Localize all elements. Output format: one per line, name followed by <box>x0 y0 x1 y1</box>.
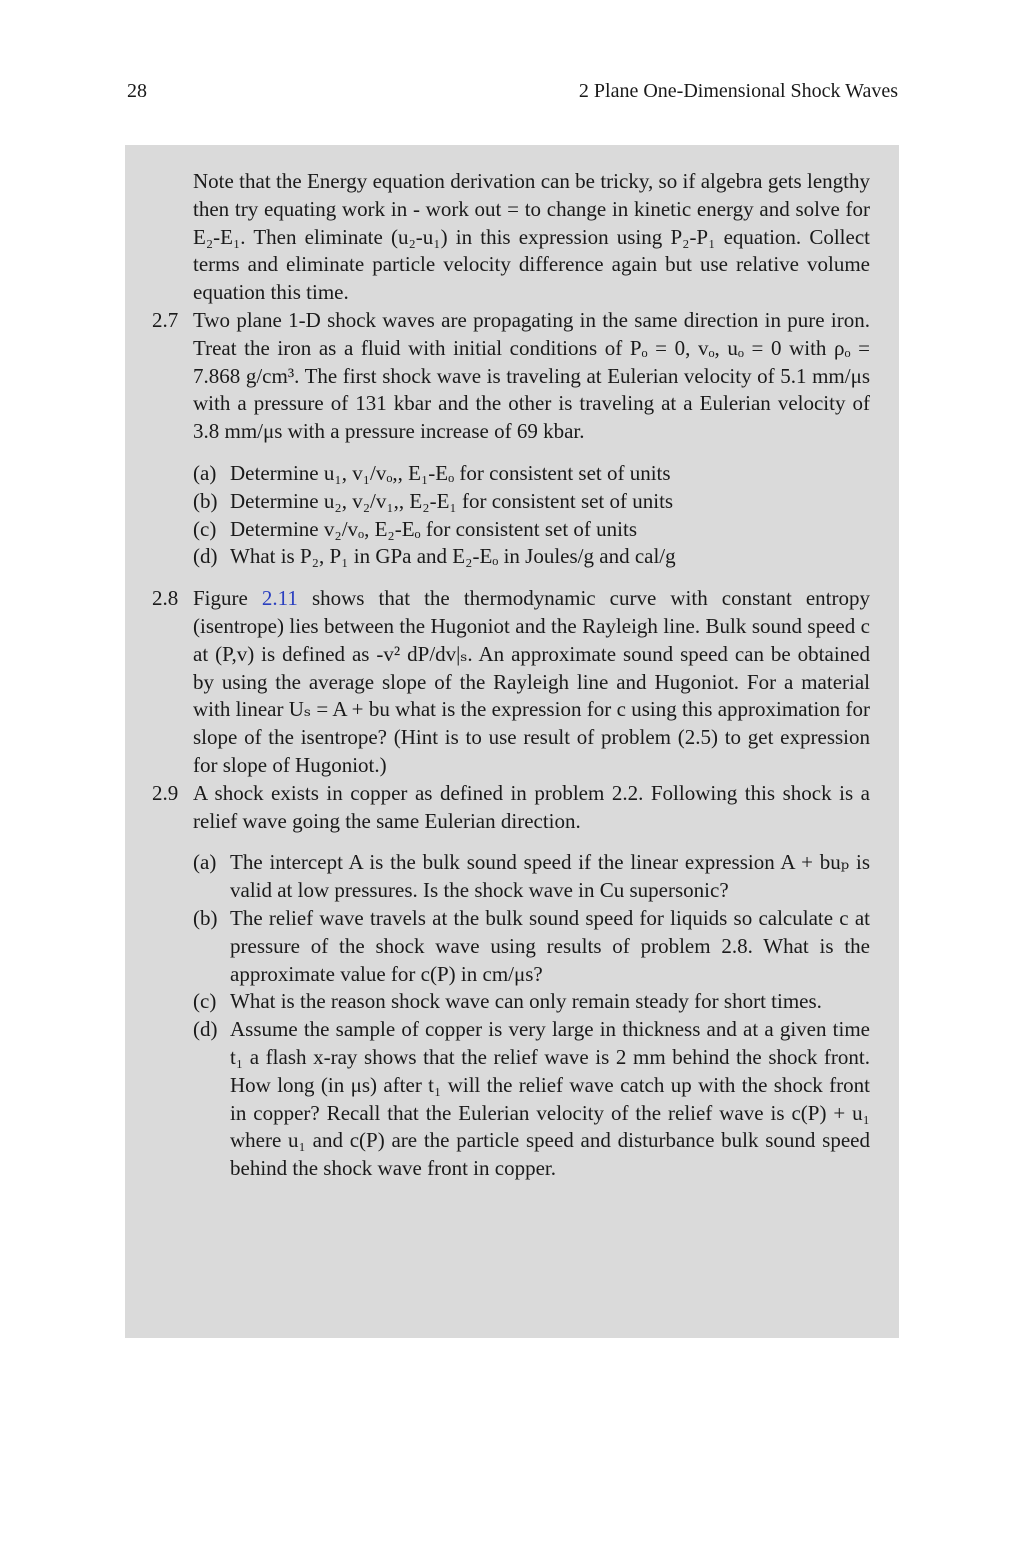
list-item <box>193 488 870 516</box>
problem-2-9-parts <box>193 849 870 1183</box>
problem-number: 2.8 <box>152 586 179 611</box>
figure-link[interactable]: 2.11 <box>261 586 298 611</box>
problem-2-7-parts <box>193 460 870 571</box>
part-text: Assume the sample of copper is very large in thickness and at a given time t₁ a flash x-ray shows that the relief wave is 2 mm behind the shock front. How long (in μs) after t₁ will the relief wave catch up with the shock front in copper? Recall that the Eulerian velocity of the relief wave is c(P) + u₁ where u₁ and c(P) are the particle speed and disturbance bulk sound speed behind the shock wave front in copper. <box>230 1017 870 1181</box>
problem-2-7 <box>152 307 870 446</box>
text-before-link: Figure <box>193 586 262 611</box>
list-item <box>193 988 870 1016</box>
part-label: (c) <box>193 516 217 541</box>
problem-number: 2.9 <box>152 780 179 805</box>
part-text: The intercept A is the bulk sound speed if the linear expression A + buₚ is valid at low pressures. Is the shock wave in Cu supersonic? <box>230 850 870 903</box>
part-text: What is P₂, P₁ in GPa and E₂-Eₒ in Joules/g and cal/g <box>230 544 676 569</box>
part-text: Determine u₂, v₂/v₁,, E₂-E₁ for consistent set of units <box>230 488 674 513</box>
intro-note: Note that the Energy equation derivation can be tricky, so if algebra gets lengthy then try equating work in - work out = to change in kinetic energy and solve for E₂-E₁. Then eliminate (u₂-u₁) in this expression using P₂-P₁ equation. Collect terms and eliminate particle velocity difference again but use relative volume equation this time. <box>193 169 870 305</box>
problem-2-8 <box>152 585 870 780</box>
list-item <box>193 543 870 571</box>
list-item <box>193 905 870 988</box>
list-item <box>193 849 870 905</box>
part-text: Determine v₂/vₒ, E₂-Eₒ for consistent set of units <box>230 516 637 541</box>
part-label: (c) <box>193 989 217 1014</box>
part-label: (d) <box>193 1017 218 1042</box>
part-label: (b) <box>193 488 218 513</box>
part-label: (b) <box>193 905 218 930</box>
problem-text <box>193 585 870 780</box>
problem-text: Two plane 1-D shock waves are propagating in the same direction in pure iron. Treat the iron as a fluid with initial conditions of Pₒ = 0, vₒ, uₒ = 0 with ρₒ = 7.868 g/cm³. The first shock wave is traveling at Eulerian velocity of 5.1 mm/μs with a pressure of 131 kbar and the other is traveling at a Eulerian velocity of 3.8 mm/μs with a pressure increase of 69 kbar. <box>193 307 870 444</box>
part-label: (a) <box>193 850 217 875</box>
part-text: What is the reason shock wave can only remain steady for short times. <box>230 989 822 1014</box>
list-item <box>193 460 870 488</box>
list-item <box>193 1016 870 1183</box>
part-label: (a) <box>193 460 217 485</box>
part-text: Determine u₁, v₁/vₒ,, E₁-Eₒ for consistent set of units <box>230 460 671 485</box>
problem-number: 2.7 <box>152 307 179 332</box>
text-after-link: shows that the thermodynamic curve with constant entropy (isentrope) lies between the Hugoniot and the Rayleigh line. Bulk sound speed c at (P,v) is defined as -v² dP/dv|ₛ. An approximate sound speed can be obtained by using the average slope of the Rayleigh line and Hugoniot. For a material with linear Uₛ = A + bu what is the expression for c using this approximation for slope of the isentrope? (Hint is to use result of problem (2.5) to get expression for slope of Hugoniot.) <box>193 586 870 777</box>
problem-text: A shock exists in copper as defined in problem 2.2. Following this shock is a relief wave going the same Eulerian direction. <box>193 780 870 833</box>
problem-2-9 <box>152 780 870 836</box>
problems-content <box>152 168 870 1197</box>
part-text: The relief wave travels at the bulk sound speed for liquids so calculate c at pressure of the shock wave using results of problem 2.8. What is the approximate value for c(P) in cm/μs? <box>230 905 870 986</box>
page-number: 28 <box>127 80 147 102</box>
part-label: (d) <box>193 544 218 569</box>
list-item <box>193 516 870 544</box>
running-head: 2 Plane One-Dimensional Shock Waves <box>578 80 898 102</box>
